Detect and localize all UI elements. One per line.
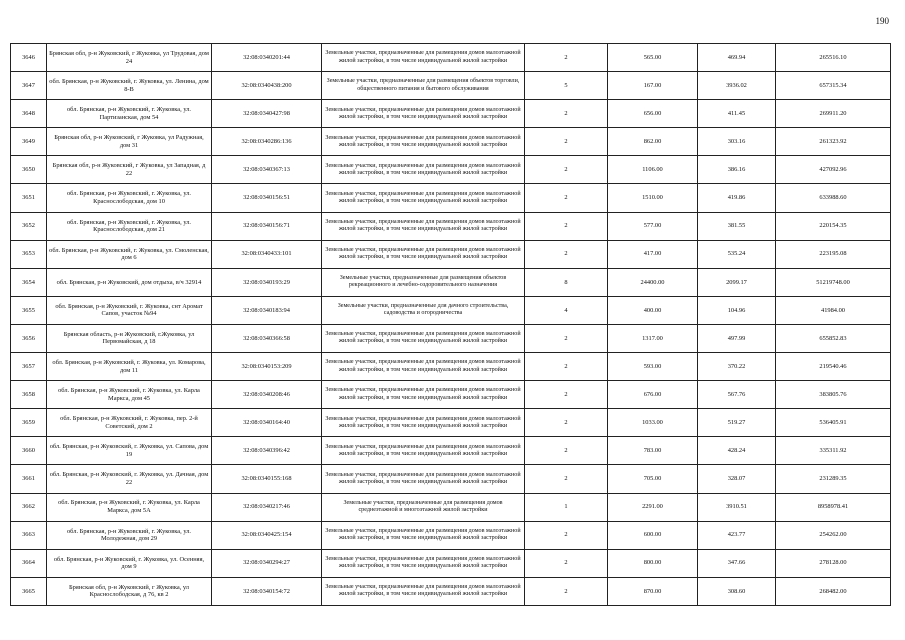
row-number-cell: 3664 — [11, 549, 47, 577]
table-row — [11, 437, 891, 465]
group-cell: 5 — [525, 72, 608, 100]
row-number-cell: 3654 — [11, 268, 47, 296]
land-use-cell: Земельные участки, предназначенные для дачного строительства, садоводства и огородничества — [322, 296, 525, 324]
cadastral-number-cell: 32:08:0340433:101 — [212, 240, 322, 268]
cadastral-number-cell: 32:08:0340156:71 — [212, 212, 322, 240]
cadastral-value-cell: 219540.46 — [776, 353, 891, 381]
address-cell: обл. Брянская, р-н Жуковский, г. Жуковка, ул. Смоленская, дом 6 — [47, 240, 212, 268]
land-use-cell: Земельные участки, предназначенные для размещения домов малоэтажной жилой застройки, в том числе индивидуальной жилой застройки — [322, 156, 525, 184]
area-cell: 400.00 — [608, 296, 698, 324]
cadastral-number-cell: 32:08:0340217:46 — [212, 493, 322, 521]
cadastral-value-cell: 633988.60 — [776, 184, 891, 212]
group-cell: 2 — [525, 381, 608, 409]
cadastral-value-cell: 223195.08 — [776, 240, 891, 268]
group-cell: 2 — [525, 324, 608, 352]
cadastral-number-cell: 32:08:0340208:46 — [212, 381, 322, 409]
table-row — [11, 240, 891, 268]
table-row — [11, 381, 891, 409]
area-cell: 800.00 — [608, 549, 698, 577]
group-cell: 2 — [525, 44, 608, 72]
group-cell: 2 — [525, 240, 608, 268]
cadastral-number-cell: 32:08:0340294:27 — [212, 549, 322, 577]
row-number-cell: 3650 — [11, 156, 47, 184]
table-row — [11, 296, 891, 324]
row-number-cell: 3662 — [11, 493, 47, 521]
land-use-cell: Земельные участки, предназначенные для размещения домов малоэтажной жилой застройки, в том числе индивидуальной жилой застройки — [322, 409, 525, 437]
page-number: 190 — [875, 16, 889, 26]
table-row — [11, 493, 891, 521]
group-cell: 1 — [525, 493, 608, 521]
specific-value-cell: 567.76 — [698, 381, 776, 409]
land-use-cell: Земельные участки, предназначенные для размещения домов малоэтажной жилой застройки, в том числе индивидуальной жилой застройки — [322, 577, 525, 605]
area-cell: 1510.00 — [608, 184, 698, 212]
table-body — [11, 44, 891, 606]
row-number-cell: 3652 — [11, 212, 47, 240]
row-number-cell: 3651 — [11, 184, 47, 212]
row-number-cell: 3649 — [11, 128, 47, 156]
cadastral-value-cell: 383805.76 — [776, 381, 891, 409]
row-number-cell: 3661 — [11, 465, 47, 493]
table-row — [11, 212, 891, 240]
specific-value-cell: 3936.02 — [698, 72, 776, 100]
cadastral-number-cell: 32:08:0340153:209 — [212, 353, 322, 381]
cadastral-number-cell: 32:08:0340154:72 — [212, 577, 322, 605]
group-cell: 2 — [525, 156, 608, 184]
row-number-cell: 3657 — [11, 353, 47, 381]
cadastral-number-cell: 32:08:0340396:42 — [212, 437, 322, 465]
specific-value-cell: 428.24 — [698, 437, 776, 465]
specific-value-cell: 411.45 — [698, 100, 776, 128]
cadastral-value-cell: 278128.00 — [776, 549, 891, 577]
land-use-cell: Земельные участки, предназначенные для размещения объектов рекреационного и лечебно-оздоровительного назначения — [322, 268, 525, 296]
address-cell: обл. Брянская, р-н Жуковский, г. Жуковка, ул. Дачная, дом 22 — [47, 465, 212, 493]
cadastral-value-cell: 657315.34 — [776, 72, 891, 100]
area-cell: 862.00 — [608, 128, 698, 156]
table-row — [11, 521, 891, 549]
address-cell: Брянская обл, р-н Жуковский, г Жуковка, ул Трудовая, дом 24 — [47, 44, 212, 72]
cadastral-number-cell: 32:08:0340367:13 — [212, 156, 322, 184]
specific-value-cell: 419.86 — [698, 184, 776, 212]
row-number-cell: 3665 — [11, 577, 47, 605]
table-row — [11, 577, 891, 605]
group-cell: 2 — [525, 465, 608, 493]
land-use-cell: Земельные участки, предназначенные для размещения объектов торговли, общественного питания и бытового обслуживания — [322, 72, 525, 100]
specific-value-cell: 347.66 — [698, 549, 776, 577]
address-cell: обл. Брянская, р-н Жуковский, г. Жуковка, снт Аромат Сапов, участок №94 — [47, 296, 212, 324]
table-row — [11, 324, 891, 352]
area-cell: 705.00 — [608, 465, 698, 493]
group-cell: 2 — [525, 437, 608, 465]
specific-value-cell: 535.24 — [698, 240, 776, 268]
cadastral-number-cell: 32:08:0340156:51 — [212, 184, 322, 212]
land-use-cell: Земельные участки, предназначенные для размещения домов малоэтажной жилой застройки, в том числе индивидуальной жилой застройки — [322, 381, 525, 409]
area-cell: 1033.00 — [608, 409, 698, 437]
address-cell: обл. Брянская, р-н Жуковский, г. Жуковка, ул. Карла Маркса, дом 45 — [47, 381, 212, 409]
table-row — [11, 184, 891, 212]
row-number-cell: 3655 — [11, 296, 47, 324]
address-cell: Брянская обл, р-н Жуковский, г Жуковка, ул Западная, д 22 — [47, 156, 212, 184]
group-cell: 8 — [525, 268, 608, 296]
address-cell: обл. Брянская, р-н Жуковский, г. Жуковка, ул. Карла Маркса, дом 5А — [47, 493, 212, 521]
group-cell: 2 — [525, 212, 608, 240]
row-number-cell: 3658 — [11, 381, 47, 409]
land-use-cell: Земельные участки, предназначенные для размещения домов малоэтажной жилой застройки, в том числе индивидуальной жилой застройки — [322, 549, 525, 577]
cadastral-value-cell: 220154.35 — [776, 212, 891, 240]
address-cell: Брянская обл, р-н Жуковский, г Жуковка, ул Радужная, дом 31 — [47, 128, 212, 156]
specific-value-cell: 469.94 — [698, 44, 776, 72]
land-use-cell: Земельные участки, предназначенные для размещения домов малоэтажной жилой застройки, в том числе индивидуальной жилой застройки — [322, 521, 525, 549]
area-cell: 167.00 — [608, 72, 698, 100]
specific-value-cell: 104.96 — [698, 296, 776, 324]
specific-value-cell: 519.27 — [698, 409, 776, 437]
address-cell: обл. Брянская, р-н Жуковский, г. Жуковка, ул. Сапова, дом 19 — [47, 437, 212, 465]
area-cell: 1317.00 — [608, 324, 698, 352]
cadastral-number-cell: 32:08:0340201:44 — [212, 44, 322, 72]
cadastral-value-cell: 536405.91 — [776, 409, 891, 437]
area-cell: 656.00 — [608, 100, 698, 128]
cadastral-value-cell: 8958978.41 — [776, 493, 891, 521]
specific-value-cell: 386.16 — [698, 156, 776, 184]
address-cell: Брянская обл, р-н Жуковский, г Жуковка, ул Краснослободская, д 76, кв 2 — [47, 577, 212, 605]
area-cell: 417.00 — [608, 240, 698, 268]
area-cell: 870.00 — [608, 577, 698, 605]
table-row — [11, 409, 891, 437]
area-cell: 1106.00 — [608, 156, 698, 184]
cadastral-value-cell: 41984.00 — [776, 296, 891, 324]
cadastral-value-cell: 268482.00 — [776, 577, 891, 605]
land-use-cell: Земельные участки, предназначенные для размещения домов малоэтажной жилой застройки, в том числе индивидуальной жилой застройки — [322, 212, 525, 240]
area-cell: 593.00 — [608, 353, 698, 381]
address-cell: обл. Брянская, р-н Жуковский, г. Жуковка, ул. Молодежная, дом 29 — [47, 521, 212, 549]
address-cell: обл. Брянская, р-н Жуковский, дом отдыха, в/ч 32914 — [47, 268, 212, 296]
area-cell: 2291.00 — [608, 493, 698, 521]
cadastral-number-cell: 32:08:0340183:94 — [212, 296, 322, 324]
row-number-cell: 3660 — [11, 437, 47, 465]
cadastral-number-cell: 32:08:0340155:168 — [212, 465, 322, 493]
cadastral-value-cell: 254262.00 — [776, 521, 891, 549]
area-cell: 676.00 — [608, 381, 698, 409]
table-row — [11, 128, 891, 156]
group-cell: 4 — [525, 296, 608, 324]
group-cell: 2 — [525, 521, 608, 549]
land-use-cell: Земельные участки, предназначенные для размещения домов малоэтажной жилой застройки, в том числе индивидуальной жилой застройки — [322, 240, 525, 268]
cadastral-number-cell: 32:08:0340193:29 — [212, 268, 322, 296]
address-cell: обл. Брянская, р-н Жуковский, г. Жуковка, пер. 2-й Советский, дом 2 — [47, 409, 212, 437]
table-row — [11, 268, 891, 296]
land-use-cell: Земельные участки, предназначенные для размещения домов малоэтажной жилой застройки, в том числе индивидуальной жилой застройки — [322, 353, 525, 381]
group-cell: 2 — [525, 128, 608, 156]
area-cell: 565.00 — [608, 44, 698, 72]
cadastral-value-cell: 427092.96 — [776, 156, 891, 184]
group-cell: 2 — [525, 409, 608, 437]
specific-value-cell: 423.77 — [698, 521, 776, 549]
row-number-cell: 3659 — [11, 409, 47, 437]
land-use-cell: Земельные участки, предназначенные для размещения домов малоэтажной жилой застройки, в том числе индивидуальной жилой застройки — [322, 324, 525, 352]
table-row — [11, 72, 891, 100]
row-number-cell: 3663 — [11, 521, 47, 549]
row-number-cell: 3647 — [11, 72, 47, 100]
cadastral-number-cell: 32:08:0340366:58 — [212, 324, 322, 352]
land-use-cell: Земельные участки, предназначенные для размещения домов малоэтажной жилой застройки, в том числе индивидуальной жилой застройки — [322, 184, 525, 212]
group-cell: 2 — [525, 184, 608, 212]
cadastral-value-cell: 265516.10 — [776, 44, 891, 72]
row-number-cell: 3653 — [11, 240, 47, 268]
specific-value-cell: 308.60 — [698, 577, 776, 605]
cadastral-number-cell: 32:08:0340164:40 — [212, 409, 322, 437]
land-use-cell: Земельные участки, предназначенные для размещения домов малоэтажной жилой застройки, в том числе индивидуальной жилой застройки — [322, 465, 525, 493]
cadastral-value-cell: 261323.92 — [776, 128, 891, 156]
cadastral-number-cell: 32:08:0340438:200 — [212, 72, 322, 100]
row-number-cell: 3646 — [11, 44, 47, 72]
cadastral-value-cell: 51219748.00 — [776, 268, 891, 296]
specific-value-cell: 381.55 — [698, 212, 776, 240]
specific-value-cell: 3910.51 — [698, 493, 776, 521]
row-number-cell: 3648 — [11, 100, 47, 128]
specific-value-cell: 328.07 — [698, 465, 776, 493]
address-cell: Брянская область, р-н Жуковский, г.Жуковка, ул Первомайская, д 18 — [47, 324, 212, 352]
row-number-cell: 3656 — [11, 324, 47, 352]
cadastral-value-cell: 231289.35 — [776, 465, 891, 493]
address-cell: обл. Брянская, р-н Жуковский, г. Жуковка, ул. Осенняя, дом 9 — [47, 549, 212, 577]
land-use-cell: Земельные участки, предназначенные для размещения домов малоэтажной жилой застройки, в том числе индивидуальной жилой застройки — [322, 437, 525, 465]
table-row — [11, 353, 891, 381]
address-cell: обл. Брянская, р-н Жуковский, г. Жуковка, ул. Краснослободская, дом 21 — [47, 212, 212, 240]
area-cell: 600.00 — [608, 521, 698, 549]
address-cell: обл. Брянская, р-н Жуковский, г. Жуковка, ул. Партизанская, дом 54 — [47, 100, 212, 128]
group-cell: 2 — [525, 549, 608, 577]
table-row — [11, 156, 891, 184]
cadastral-value-cell: 655852.83 — [776, 324, 891, 352]
specific-value-cell: 303.16 — [698, 128, 776, 156]
cadastral-number-cell: 32:08:0340425:154 — [212, 521, 322, 549]
table-row — [11, 100, 891, 128]
land-use-cell: Земельные участки, предназначенные для размещения домов малоэтажной жилой застройки, в том числе индивидуальной жилой застройки — [322, 100, 525, 128]
group-cell: 2 — [525, 577, 608, 605]
specific-value-cell: 370.22 — [698, 353, 776, 381]
address-cell: обл. Брянская, р-н Жуковский, г. Жуковка, ул. Ленина, дом 8-В — [47, 72, 212, 100]
land-use-cell: Земельные участки, предназначенные для размещения домов среднеэтажной и многоэтажной жилой застройки — [322, 493, 525, 521]
land-use-cell: Земельные участки, предназначенные для размещения домов малоэтажной жилой застройки, в том числе индивидуальной жилой застройки — [322, 128, 525, 156]
area-cell: 783.00 — [608, 437, 698, 465]
group-cell: 2 — [525, 100, 608, 128]
area-cell: 577.00 — [608, 212, 698, 240]
specific-value-cell: 2099.17 — [698, 268, 776, 296]
address-cell: обл. Брянская, р-н Жуковский, г. Жуковка, ул. Комарова, дом 11 — [47, 353, 212, 381]
specific-value-cell: 497.99 — [698, 324, 776, 352]
group-cell: 2 — [525, 353, 608, 381]
land-registry-table — [10, 43, 891, 606]
land-use-cell: Земельные участки, предназначенные для размещения домов малоэтажной жилой застройки, в том числе индивидуальной жилой застройки — [322, 44, 525, 72]
cadastral-value-cell: 335311.92 — [776, 437, 891, 465]
cadastral-number-cell: 32:08:0340286:136 — [212, 128, 322, 156]
table-row — [11, 465, 891, 493]
table-row — [11, 44, 891, 72]
cadastral-value-cell: 269911.20 — [776, 100, 891, 128]
cadastral-number-cell: 32:08:0340427:98 — [212, 100, 322, 128]
address-cell: обл. Брянская, р-н Жуковский, г. Жуковка, ул. Краснослободская, дом 10 — [47, 184, 212, 212]
table-row — [11, 549, 891, 577]
area-cell: 24400.00 — [608, 268, 698, 296]
